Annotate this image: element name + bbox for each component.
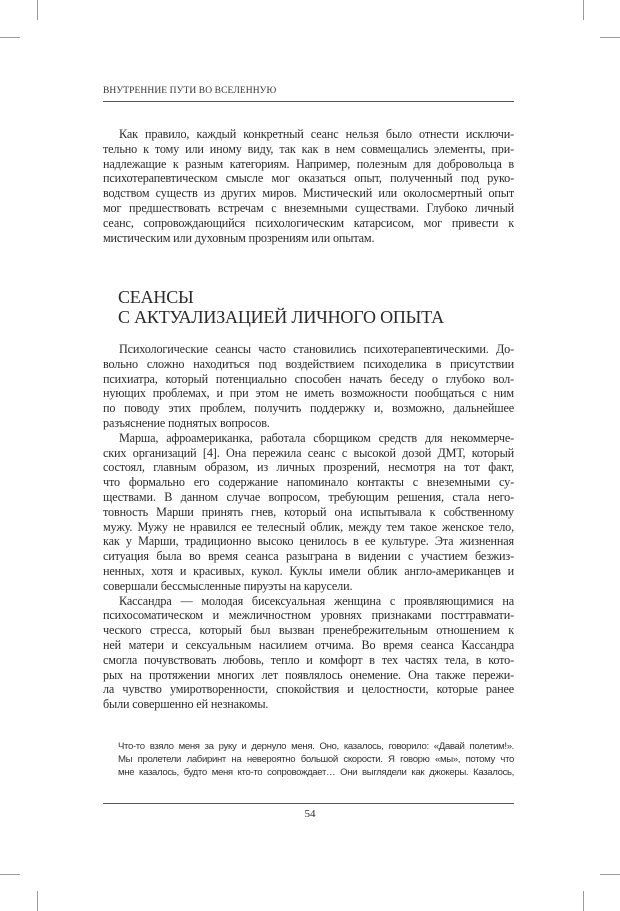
paragraph-3 [103, 431, 514, 594]
paragraph-4 [103, 594, 514, 712]
block-quote [118, 740, 514, 779]
section-heading-line: С АКТУАЛИЗАЦИЕЙ ЛИЧНОГО ОПЫТА [118, 307, 444, 327]
page-number: 54 [304, 808, 316, 820]
text-line: ней матери и сексуальным насилием отчима. Во время сеанса Кассандра [103, 637, 514, 652]
text-line: ненных, хотя и красивых, кукол. Куклы имели облик англо-американцев и [103, 563, 514, 578]
paragraph-1 [103, 127, 514, 245]
text-line: ских организаций [4]. Она пережила сеанс с высокой дозой ДМТ, который [103, 445, 514, 460]
crop-mark [37, 0, 38, 20]
section-heading-line: СЕАНСЫ [118, 287, 194, 307]
text-line: совершали бессмысленные пируэты на карусели. [103, 578, 353, 593]
text-line: Кассандра — молодая бисексуальная женщина с проявляющимися на [119, 593, 514, 608]
text-line: как у Марши, традиционно высоко ценилось в ее культуре. Эта жизненная [103, 534, 514, 549]
crop-mark [583, 891, 584, 911]
text-line: тельно к тому или иному виду, так как в нем совмещались элементы, при- [103, 141, 514, 156]
text-line: надлежащие к разным категориям. Например, полезным для добровольца в [103, 156, 514, 171]
text-line: состоял, главным образом, из личных прозрений, несмотря на тот факт, [103, 460, 514, 475]
footer-rule [103, 803, 514, 804]
header-rule [103, 101, 514, 102]
text-line: по поводу этих проблем, получить поддержку и, возможно, дальнейшее [103, 401, 514, 416]
quote-line: Мы пролетели лабиринт на невероятно большой скорости. Я говорю «мы», потому что [118, 754, 514, 765]
text-line: психосоматическом и межличностном уровнях признаками посттравмати- [103, 608, 514, 623]
text-line: ситуация была во время сеанса разыграна в видении с участием безжиз- [103, 549, 514, 564]
text-line: рых на протяжении многих лет появлялось онемение. Она также пережи- [103, 667, 514, 682]
crop-mark [600, 37, 620, 38]
text-line: мужу. Мужу не нравился ее телесный облик, между тем такое женское тело, [103, 519, 514, 534]
text-line: Как правило, каждый конкретный сеанс нельзя было отнести исключи- [119, 127, 514, 141]
text-line: ческого стресса, который был вызван пренебрежительным отношением к [103, 623, 514, 638]
text-line: Психологические сеансы часто становились психотерапевтическими. До- [119, 342, 514, 356]
crop-mark [600, 874, 620, 875]
running-head: ВНУТРЕННИЕ ПУТИ ВО ВСЕЛЕННУЮ [103, 86, 277, 96]
text-line: психиатра, который потенциально способен начать беседу о глубоко вол- [103, 371, 514, 386]
section-heading [118, 287, 444, 327]
text-line: водством существ из других миров. Мистический или околосмертный опыт [103, 186, 514, 201]
text-line: мистическим или духовным прозрениям или опытам. [103, 230, 375, 245]
crop-mark [583, 0, 584, 20]
crop-mark [0, 874, 20, 875]
text-line: что формально его содержание напоминало контакты с внеземными су- [103, 475, 514, 490]
text-line: мог предшествовать встречам с внеземными существами. Глубоко личный [103, 200, 514, 215]
text-line: разъяснение поднятых вопросов. [103, 415, 270, 430]
text-line: нующих проблемах, и при этом не иметь возможности пообщаться с ним [103, 386, 514, 401]
crop-mark [37, 891, 38, 911]
quote-line: мне казалось, будто меня кто-то сопровождает… Они выглядели как джокеры. Казалось, [118, 767, 514, 778]
text-line: товность Марши принять гнев, который она испытывала к собственному [103, 504, 514, 519]
text-line: сеанс, сопровождающийся психологическим катарсисом, мог привести к [103, 215, 514, 230]
text-line: вольно сложно находиться под воздействием психоделика в присутствии [103, 356, 514, 371]
paragraph-2 [103, 342, 514, 431]
crop-mark [0, 37, 20, 38]
text-line: Марша, афроамериканка, работала сборщиком средств для некоммерче- [119, 430, 514, 445]
text-line: были совершенно ей незнакомы. [103, 697, 269, 712]
text-line: смогла почувствовать любовь, тепло и комфорт в тех частях тела, в кото- [103, 652, 514, 667]
quote-line: Что-то взяло меня за руку и дернуло меня. Оно, казалось, говорило: «Давай полетим!». [118, 741, 514, 752]
text-line: психотерапевтическом смысле мог оказаться опыт, полученный под руко- [103, 171, 514, 186]
text-line: ществами. В данном случае вопросом, требующим решения, стала него- [103, 489, 514, 504]
text-line: ла чувство умиротворенности, спокойствия и целостности, которые ранее [103, 682, 514, 697]
